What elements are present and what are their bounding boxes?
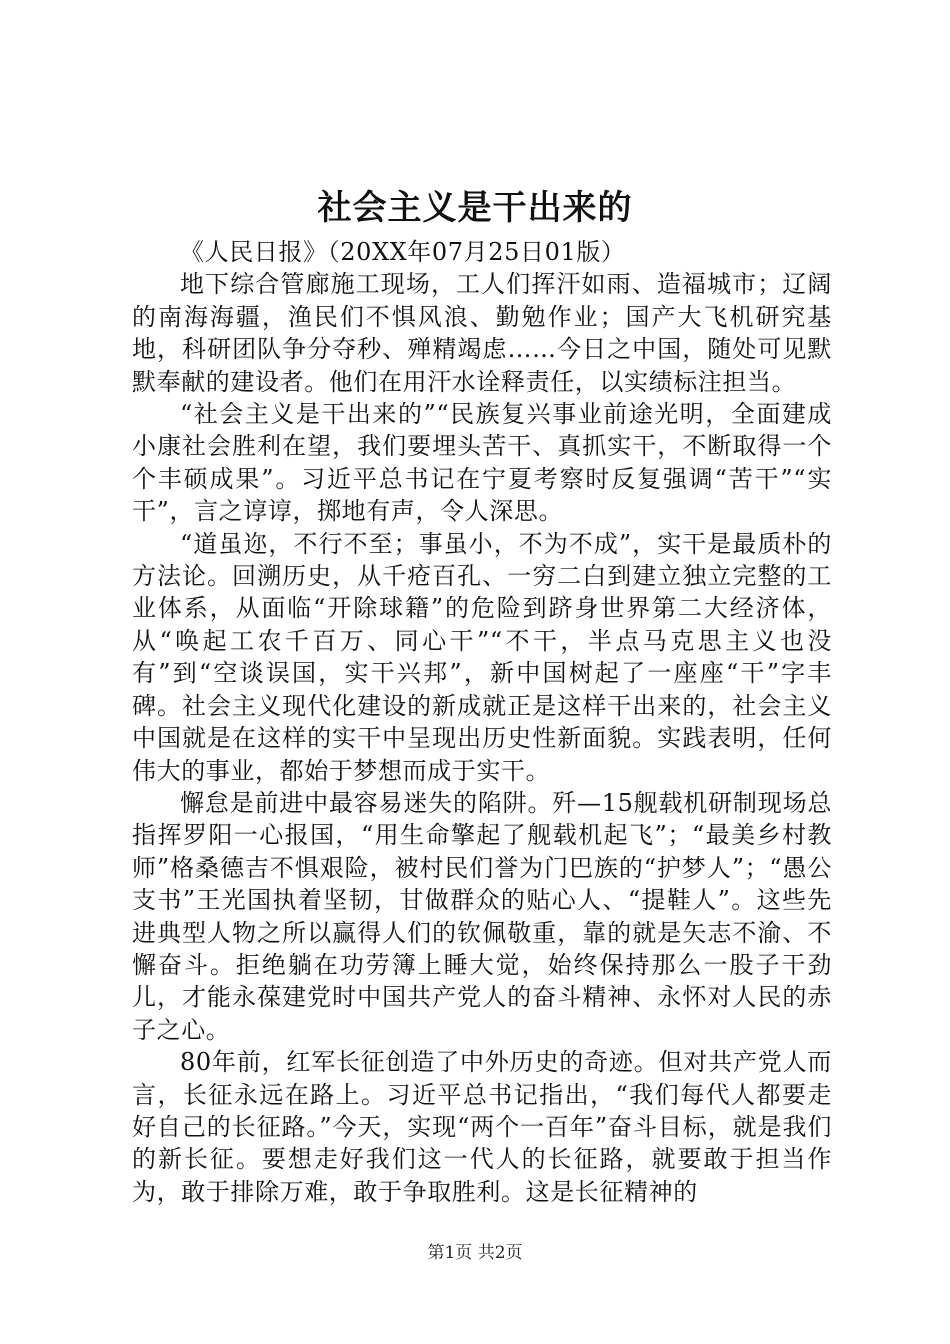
paragraph: “社会主义是干出来的”“民族复兴事业前途光明，全面建成小康社会胜利在望，我们要埋头苦干、真抓实干，不断取得一个个丰硕成果”。习近平总书记在宁夏考察时反复强调“苦干”“实干”，言之谆谆，掷地有声，令人深思。: [132, 400, 832, 526]
paragraph: 懈怠是前进中最容易迷失的陷阱。歼—15舰载机研制现场总指挥罗阳一心报国，“用生命擎起了舰载机起飞”；“最美乡村教师”格桑德吉不惧艰险，被村民们誉为门巴族的“护梦人”；“愚公支书”王光国执着坚韧，甘做群众的贴心人、“提鞋人”。这些先进典型人物之所以赢得人们的钦佩敬重，靠的就是矢志不渝、不懈奋斗。拒绝躺在功劳簿上睡大觉，始终保持那么一股子干劲儿，才能永葆建党时中国共产党人的奋斗精神、永怀对人民的赤子之心。: [132, 788, 832, 1044]
article-source: 《人民日报》（20XX年07月25日01版）: [180, 238, 626, 266]
paragraph: “道虽迩，不行不至；事虽小，不为不成”，实干是最质朴的方法论。回溯历史，从千疮百孔、一穷二白到建立独立完整的工业体系，从面临“开除球籍”的危险到跻身世界第二大经济体，从“唤起工农千百万、同心干”“不干，半点马克思主义也没有”到“空谈误国，实干兴邦”，新中国树起了一座座“干”字丰碑。社会主义现代化建设的新成就正是这样干出来的，社会主义中国就是在这样的实干中呈现出历史性新面貌。实践表明，任何伟大的事业，都始于梦想而成于实干。: [132, 529, 832, 785]
paragraph: 地下综合管廊施工现场，工人们挥汗如雨、造福城市；辽阔的南海海疆，渔民们不惧风浪、勤勉作业；国产大飞机研究基地，科研团队争分夺秒、殚精竭虑……今日之中国，随处可见默默奉献的建设者。他们在用汗水诠释责任，以实绩标注担当。: [132, 270, 832, 396]
article-body: [132, 236, 832, 1208]
page-title: 社会主义是干出来的: [317, 188, 633, 228]
paragraph: 80年前，红军长征创造了中外历史的奇迹。但对共产党人而言，长征永远在路上。习近平总书记指出，“我们每代人都要走好自己的长征路。”今天，实现“两个一百年”奋斗目标，就是我们的新长征。要想走好我们这一代人的长征路，就要敢于担当作为，敢于排除万难，敢于争取胜利。这是长征精神的: [132, 1048, 832, 1206]
page-number: 第1页 共2页: [427, 1243, 523, 1263]
